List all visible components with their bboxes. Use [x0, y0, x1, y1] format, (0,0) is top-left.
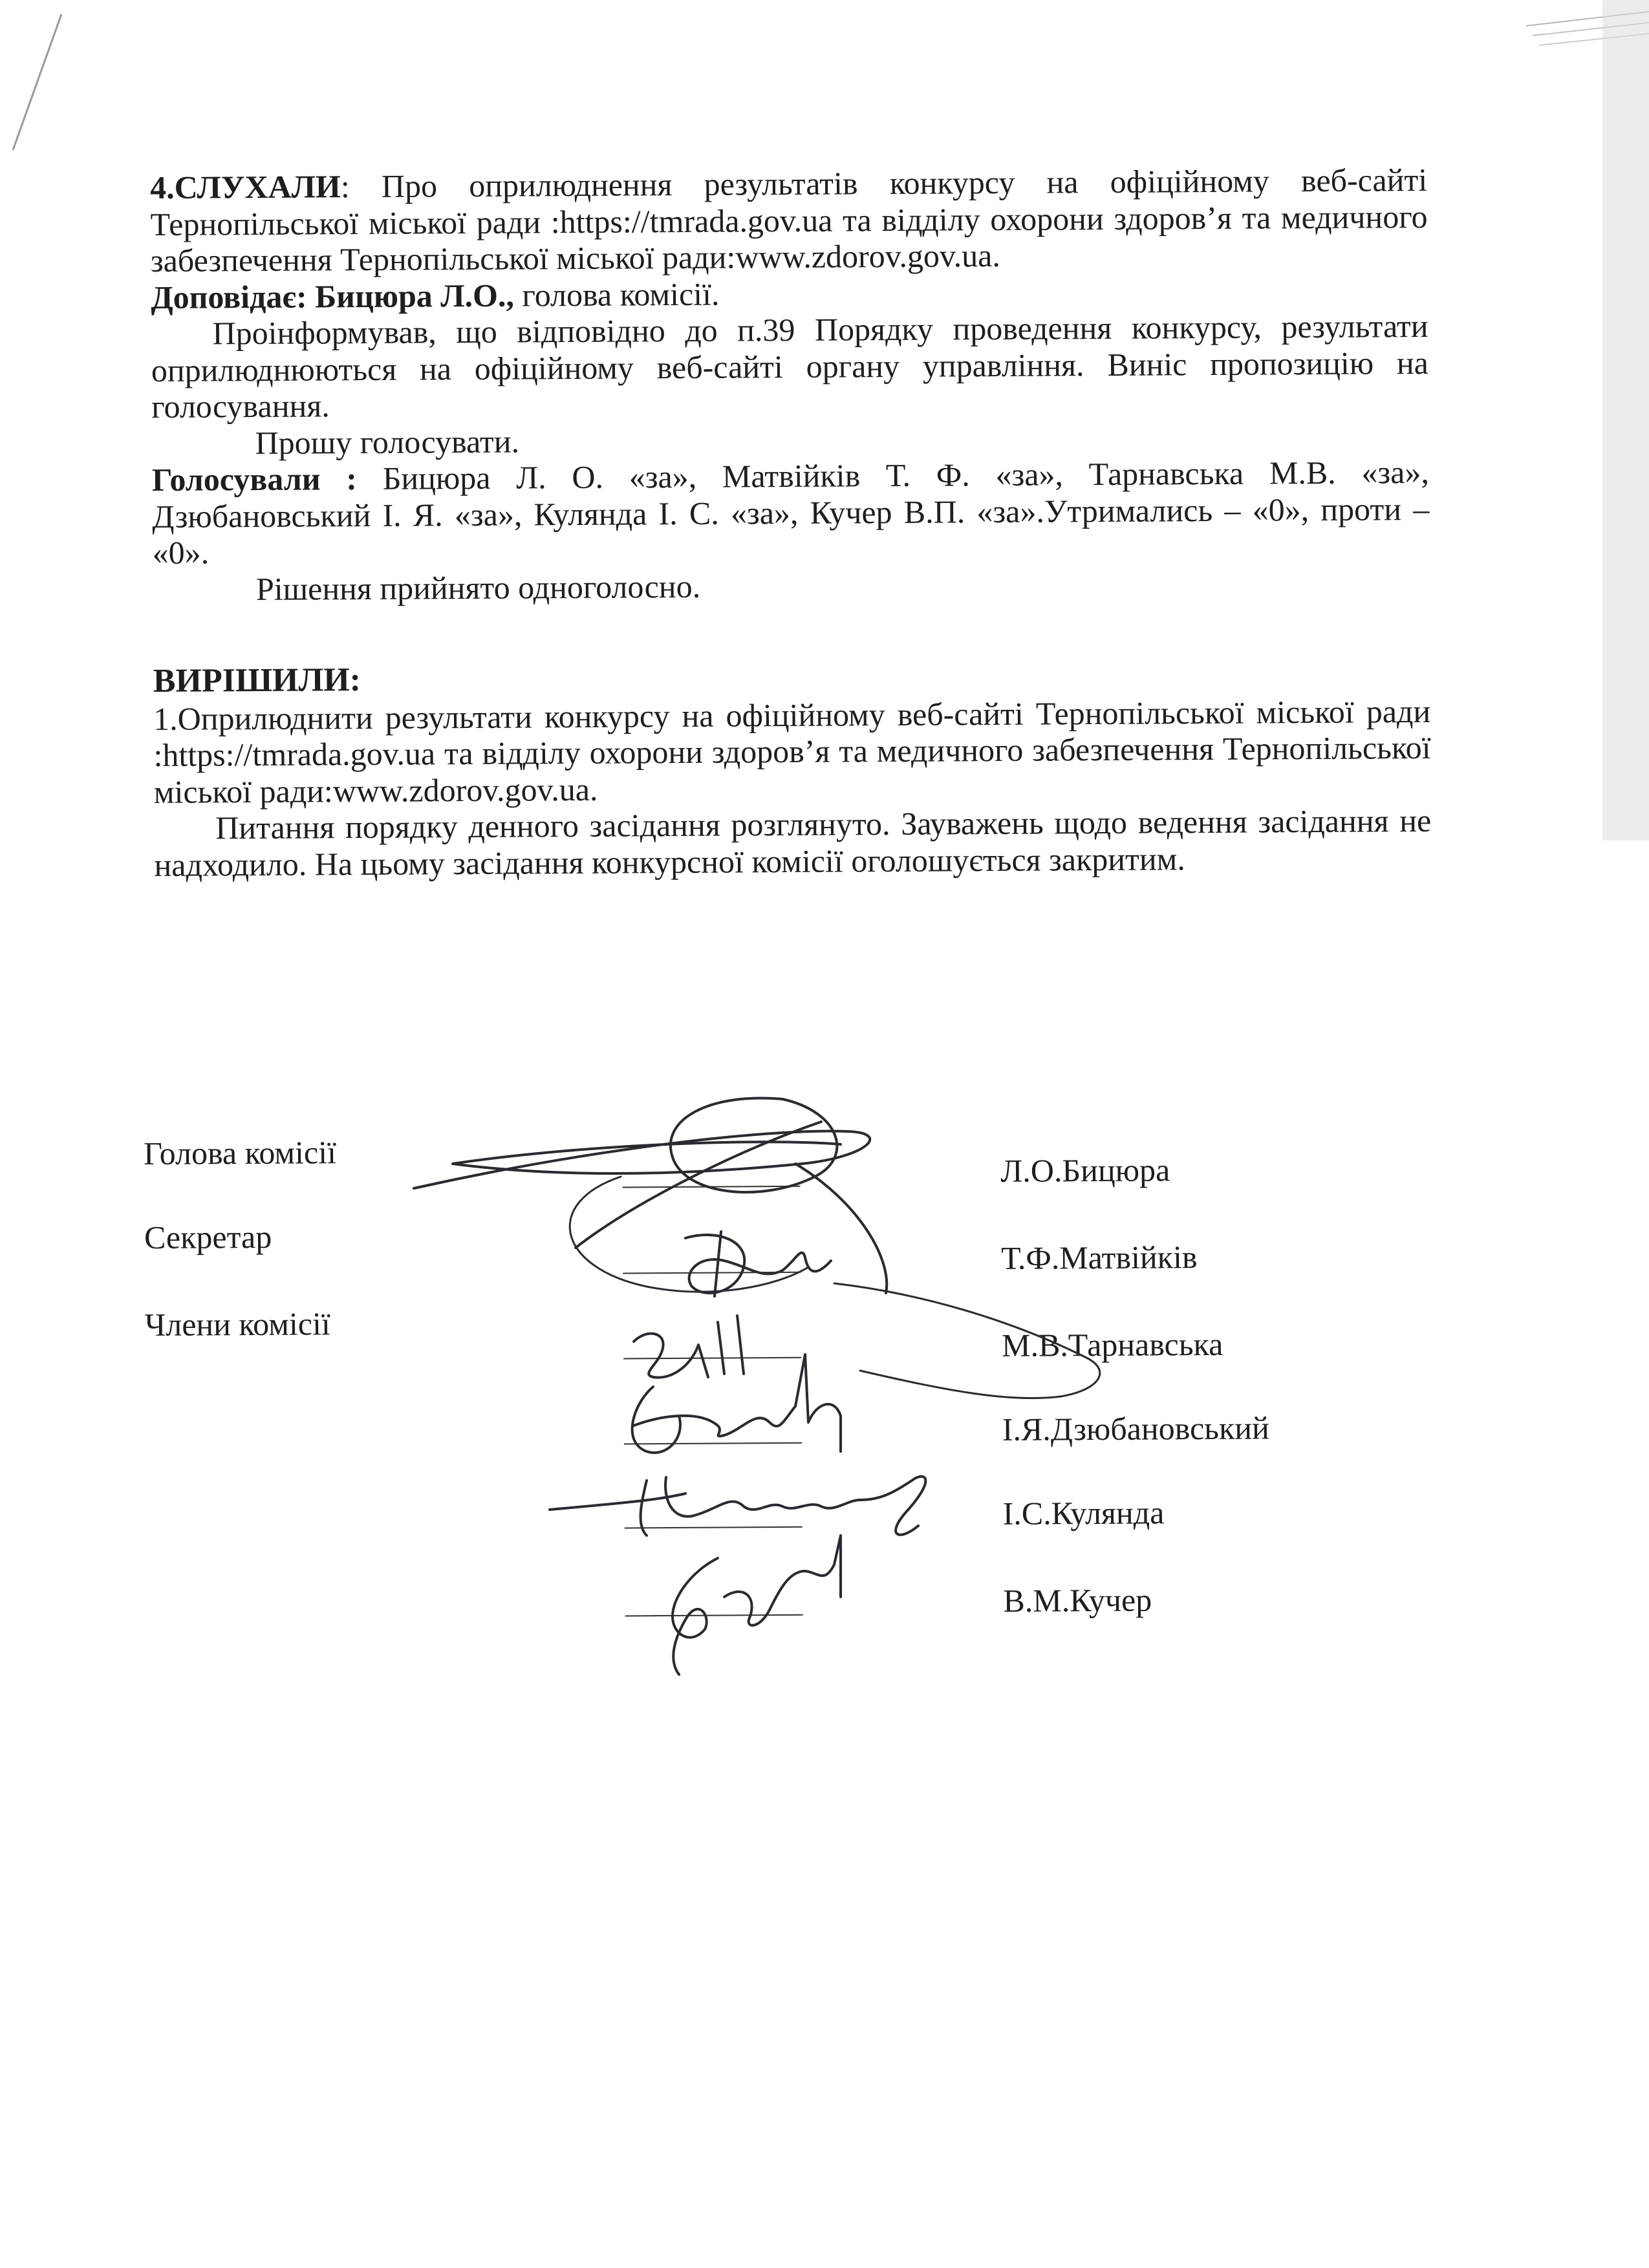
- votes-text: Бицюра Л. О. «за», Матвійків Т. Ф. «за», Тарнавська М.В. «за», Дзюбановський І. Я. «за», Кулянда І. С. «за», Кучер В.П. «за».Утримались – «0», проти – «0».: [152, 453, 1430, 571]
- signature-line: [623, 1186, 801, 1188]
- signature-line: [625, 1614, 803, 1617]
- closing-paragraph: Питання порядку денного засідання розглянуто. Зауважень щодо ведення засідання не надходило. На цьому засідання конкурсної комісії оголошується закритим.: [154, 802, 1432, 883]
- votes-paragraph: [152, 454, 1430, 572]
- resolved-heading: ВИРІШИЛИ:: [153, 661, 361, 700]
- speaker-label: Доповідає: Бицюра Л.О.,: [151, 277, 515, 316]
- informed-paragraph: Проінформував, що відповідно до п.39 Порядку проведення конкурсу, результати оприлюднюються на офіційному веб-сайті органу управління. Виніс пропозицію на голосування.: [151, 307, 1429, 425]
- item4-text: : Про оприлюднення результатів конкурсу на офіційному веб-сайті Тернопільської міської ради :https://tmrada.gov.ua та відділу охорони здоров’я та медичного забезпечення Тернопільської міської ради:www.zdorov.gov.ua.: [150, 161, 1428, 279]
- name-chair: Л.О.Бицюра: [1000, 1151, 1170, 1189]
- signature-block: [144, 1126, 1505, 1652]
- role-chair: Голова комісії: [144, 1134, 337, 1171]
- document-body: [150, 162, 1432, 883]
- name-member-3: І.С.Кулянда: [1002, 1494, 1165, 1532]
- signature-line: [623, 1272, 801, 1274]
- name-member-4: В.М.Кучер: [1003, 1581, 1152, 1619]
- decision-note: Рішення прийнято одноголосно.: [255, 568, 701, 607]
- item4-paragraph: [150, 162, 1428, 279]
- role-members: Члени комісії: [144, 1305, 330, 1343]
- name-member-2: І.Я.Дзюбановський: [1002, 1409, 1269, 1448]
- name-member-1: М.В.Тарнавська: [1001, 1325, 1223, 1364]
- signature-line: [625, 1526, 803, 1529]
- signature-line: [624, 1442, 802, 1445]
- resolved-item-1: 1.Оприлюднити результати конкурсу на офіційному веб-сайті Тернопільської міської ради :https://tmrada.gov.ua та відділу охорони здоров’я та медичного забезпечення Тернопільської міської ради:www.zdorov.gov.ua.: [153, 692, 1431, 810]
- votes-label: Голосували :: [151, 460, 358, 498]
- name-secretary: Т.Ф.Матвійків: [1001, 1239, 1198, 1276]
- speaker-text: голова комісії.: [513, 275, 720, 314]
- item4-label: 4.СЛУХАЛИ: [150, 168, 341, 206]
- signature-line: [623, 1357, 801, 1360]
- vote-request: Прошу голосувати.: [255, 423, 520, 461]
- role-secretary: Секретар: [144, 1218, 272, 1256]
